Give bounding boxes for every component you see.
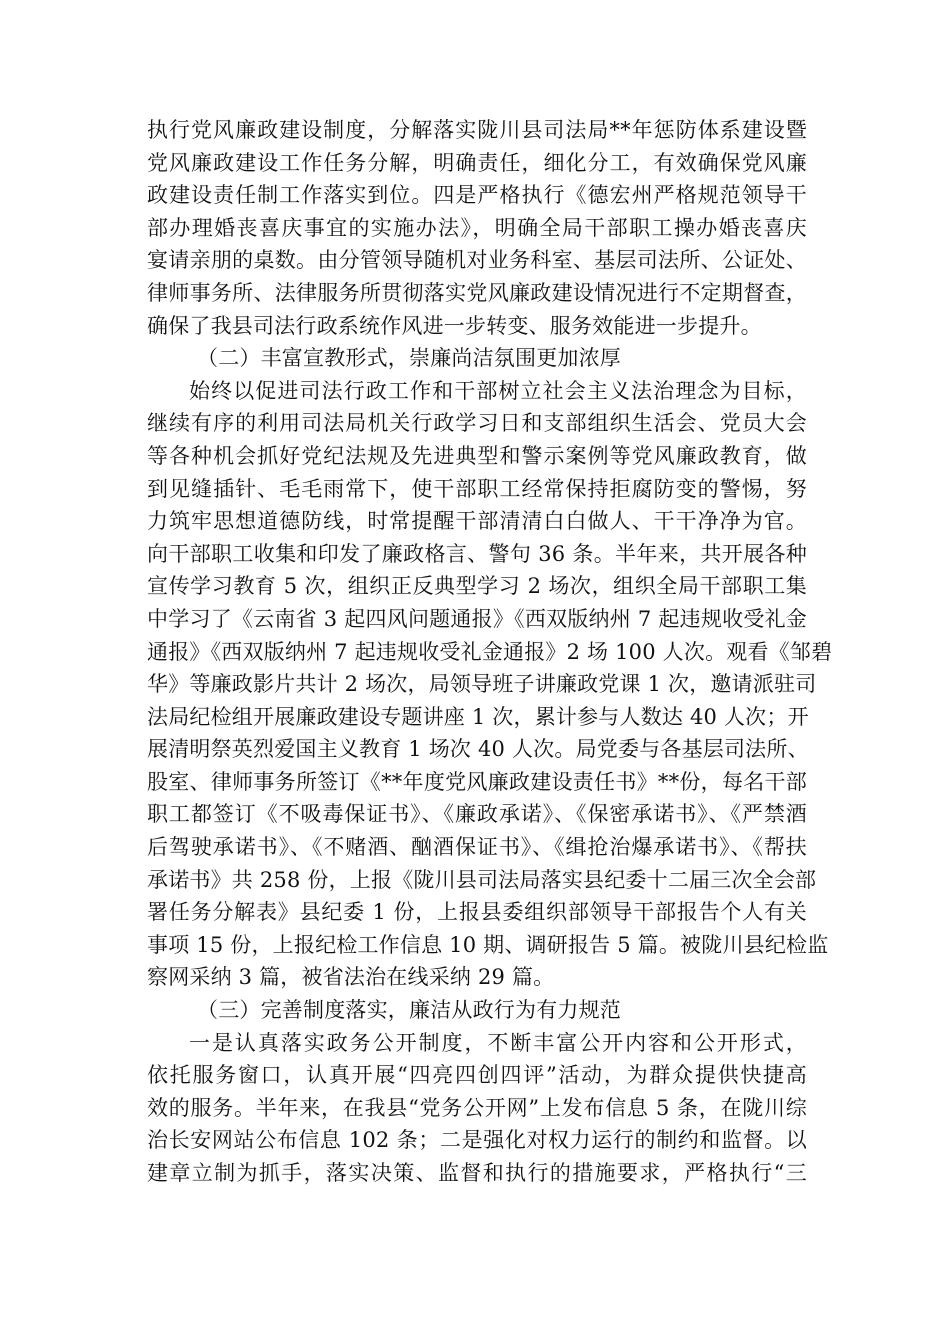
text-line: 执行党风廉政建设制度，分解落实陇川县司法局**年惩防体系建设暨 <box>147 118 807 142</box>
body-text <box>147 114 833 1190</box>
text-line: 等各种机会抓好党纪法规及先进典型和警示案例等党风廉政教育，做 <box>147 443 807 468</box>
text-line: 一是认真落实政务公开制度，不断丰富公开内容和公开形式， <box>189 1030 807 1055</box>
text-line: 始终以促进司法行政工作和干部树立社会主义法治理念为目标， <box>189 378 807 403</box>
text-line: 通报》《西双版纳州 7 起违规收受礼金通报》2 场 100 人次。观看《邹碧 <box>147 639 833 664</box>
text-line: 承诺书》共 258 份，上报《陇川县司法局落实县纪委十二届三次全会部 <box>147 867 817 892</box>
text-line: 华》等廉政影片共计 2 场次，局领导班子讲廉政党课 1 次，邀请派驻司 <box>147 672 817 697</box>
text-line: 继续有序的利用司法局机关行政学习日和支部组织生活会、党员大会 <box>147 411 807 436</box>
text-line: 宴请亲朋的桌数。由分管领导随机对业务科室、基层司法所、公证处、 <box>147 248 807 273</box>
text-line: 职工都签订《不吸毒保证书》、《廉政承诺》、《保密承诺书》、《严禁酒 <box>147 802 807 827</box>
text-line: 后驾驶承诺书》、《不赌酒、酗酒保证书》、《缉抢治爆承诺书》、《帮扶 <box>147 835 807 860</box>
text-line: 到见缝插针、毛毛雨常下，使干部职工经常保持拒腐防变的警惕，努 <box>147 476 807 501</box>
text-line: 中学习了《云南省 3 起四风问题通报》《西双版纳州 7 起违规收受礼金 <box>147 606 807 631</box>
text-line: 署任务分解表》县纪委 1 份，上报县委组织部领导干部报告个人有关 <box>147 900 807 925</box>
text-line: 宣传学习教育 5 次，组织正反典型学习 2 场次，组织全局干部职工集 <box>147 574 807 599</box>
text-line: 向干部职工收集和印发了廉政格言、警句 36 条。半年来，共开展各种 <box>147 541 807 566</box>
section-heading: （二）丰富宣教形式，崇廉尚洁氛围更加浓厚 <box>197 346 621 371</box>
text-line: 力筑牢思想道德防线，时常提醒干部清清白白做人、干干净净为官。 <box>147 509 807 534</box>
text-line: 效的服务。半年来，在我县“党务公开网”上发布信息 5 条，在陇川综 <box>147 1095 807 1120</box>
text-line: 党风廉政建设工作任务分解，明确责任，细化分工，有效确保党风廉 <box>147 150 807 175</box>
text-line: 建章立制为抓手，落实决策、监督和执行的措施要求，严格执行“三 <box>147 1161 807 1185</box>
text-line: 治长安网站公布信息 102 条；二是强化对权力运行的制约和监督。以 <box>147 1128 807 1153</box>
text-line: 律师事务所、法律服务所贯彻落实党风廉政建设情况进行不定期督查， <box>147 280 807 305</box>
text-line: 法局纪检组开展廉政建设专题讲座 1 次，累计参与人数达 40 人次；开 <box>147 704 809 729</box>
text-line: 事项 15 份，上报纪检工作信息 10 期、调研报告 5 篇。被陇川县纪检监 <box>147 932 829 957</box>
section-heading: （三）完善制度落实，廉洁从政行为有力规范 <box>197 998 621 1023</box>
text-line: 确保了我县司法行政系统作风进一步转变、服务效能进一步提升。 <box>147 313 762 338</box>
text-line: 展清明祭英烈爱国主义教育 1 场次 40 人次。局党委与各基层司法所、 <box>147 737 809 762</box>
text-line: 部办理婚丧喜庆事宜的实施办法》，明确全局干部职工操办婚丧喜庆 <box>147 215 807 240</box>
text-line: 股室、律师事务所签订《**年度党风廉政建设责任书》**份，每名干部 <box>147 769 807 794</box>
text-line: 察网采纳 3 篇，被省法治在线采纳 29 篇。 <box>147 965 555 990</box>
text-line: 政建设责任制工作落实到位。四是严格执行《德宏州严格规范领导干 <box>147 183 807 208</box>
text-line: 依托服务窗口，认真开展“四亮四创四评”活动，为群众提供快捷高 <box>147 1063 807 1088</box>
